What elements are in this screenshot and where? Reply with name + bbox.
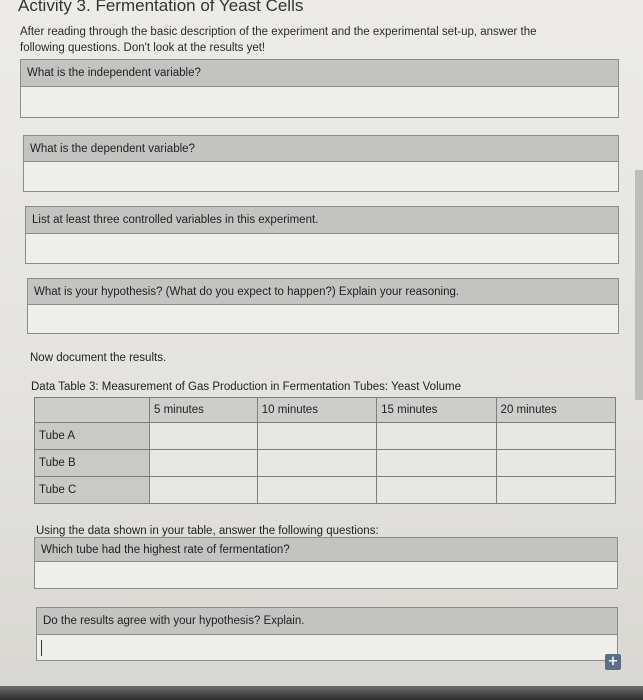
data-cell[interactable] xyxy=(257,423,376,450)
followup-box-1 xyxy=(34,537,618,589)
intro-text: After reading through the basic description of the experiment and the experimental set-up, answer the following questions. Don't look at the results yet! xyxy=(20,26,537,54)
table-row xyxy=(35,477,616,504)
data-cell[interactable] xyxy=(377,423,496,450)
followup-prompt-1: Which tube had the highest rate of fermentation? xyxy=(35,538,617,562)
followup-prompt-2: Do the results agree with your hypothesis? Explain. xyxy=(37,608,617,635)
question-box-3 xyxy=(25,206,619,264)
table-header-row xyxy=(35,398,616,423)
data-cell[interactable] xyxy=(496,423,615,450)
bottom-bar xyxy=(0,686,643,700)
followup-box-2 xyxy=(36,607,618,661)
followup-answer-1[interactable] xyxy=(35,562,617,587)
row-label: Tube C xyxy=(35,477,150,504)
text-cursor xyxy=(41,640,42,656)
question-prompt-4: What is your hypothesis? (What do you expect to happen?) Explain your reasoning. xyxy=(28,279,618,305)
answer-field-4[interactable] xyxy=(28,305,618,332)
column-header: 5 minutes xyxy=(150,398,258,423)
data-cell[interactable] xyxy=(257,450,376,477)
plus-icon[interactable]: + xyxy=(605,654,621,670)
table-caption: Data Table 3: Measurement of Gas Production in Fermentation Tubes: Yeast Volume xyxy=(31,381,462,393)
question-box-2 xyxy=(23,135,619,192)
data-cell[interactable] xyxy=(496,450,615,477)
table-row xyxy=(35,450,616,477)
question-prompt-3: List at least three controlled variables in this experiment. xyxy=(26,207,618,234)
followup-intro: Using the data shown in your table, answer the following questions: xyxy=(36,525,379,537)
table-corner-cell xyxy=(35,398,150,423)
question-box-4 xyxy=(27,278,619,334)
column-header: 15 minutes xyxy=(377,398,496,423)
answer-field-2[interactable] xyxy=(24,162,618,190)
data-cell[interactable] xyxy=(377,450,496,477)
data-table xyxy=(34,397,616,504)
column-header: 20 minutes xyxy=(496,398,615,423)
page-title: Activity 3. Fermentation of Yeast Cells xyxy=(18,0,304,15)
row-label: Tube A xyxy=(35,423,150,450)
column-header: 10 minutes xyxy=(257,398,376,423)
data-cell[interactable] xyxy=(150,450,258,477)
answer-field-3[interactable] xyxy=(26,234,618,262)
followup-answer-2[interactable] xyxy=(37,635,617,659)
scrollbar[interactable] xyxy=(635,170,643,400)
results-intro: Now document the results. xyxy=(30,352,167,364)
answer-field-1[interactable] xyxy=(21,87,618,116)
question-box-1 xyxy=(20,59,619,118)
data-cell[interactable] xyxy=(377,477,496,504)
row-label: Tube B xyxy=(35,450,150,477)
data-cell[interactable] xyxy=(150,477,258,504)
table-row xyxy=(35,423,616,450)
data-cell[interactable] xyxy=(257,477,376,504)
question-prompt-1: What is the independent variable? xyxy=(21,60,618,87)
question-prompt-2: What is the dependent variable? xyxy=(24,136,618,162)
data-cell[interactable] xyxy=(150,423,258,450)
data-cell[interactable] xyxy=(496,477,615,504)
